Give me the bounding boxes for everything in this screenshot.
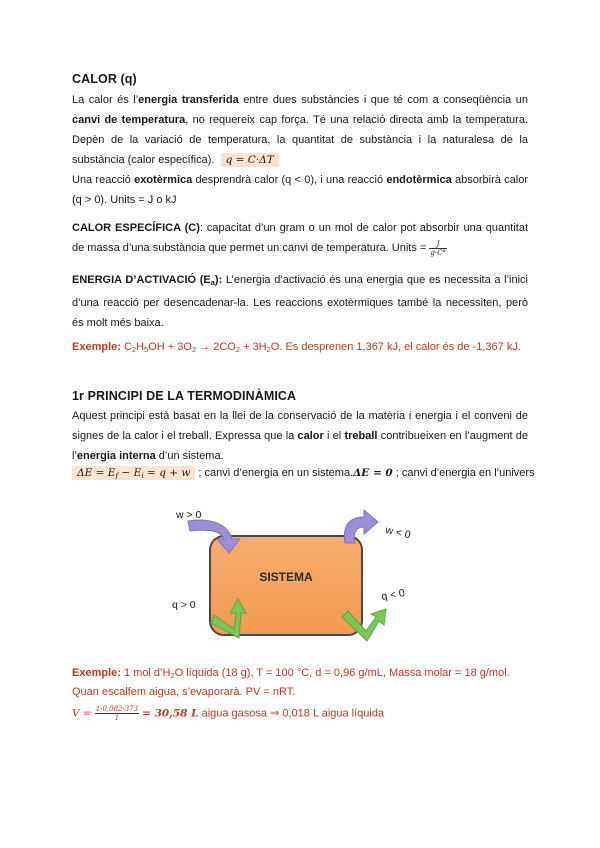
calor-reaction-paragraph (72, 170, 528, 210)
text: ): (214, 274, 223, 286)
text: La calor és l’ (72, 94, 139, 106)
subscript: 5 (144, 345, 149, 354)
text: + 3H (240, 341, 267, 353)
volume-equation (72, 705, 384, 722)
subscript: 2 (191, 345, 197, 354)
label-w-negative: w < 0 (384, 524, 412, 542)
universe-formula: ΔE = 0 (353, 467, 393, 479)
fraction-denominator: 1 (114, 714, 120, 722)
energy-equations (72, 467, 535, 480)
calor-paragraph (72, 90, 528, 170)
text: Una reacció (72, 174, 135, 186)
label-q-positive: q > 0 (172, 599, 196, 611)
label-w-positive: w > 0 (176, 509, 202, 521)
text: desprendrà calor (q < 0), i una reacció (192, 174, 387, 186)
calor-especifica-paragraph (72, 218, 528, 258)
subscript: i (141, 471, 144, 480)
fraction-numerator: 1·0,082·373 (95, 705, 139, 713)
bold-term: endotèrmica (386, 174, 452, 186)
example-water-line2: Quan escalfem aigua, s’evaporarà. PV = nRT. (72, 686, 296, 698)
example-label: Exemple: (72, 341, 121, 353)
first-law-formula (72, 466, 195, 480)
text: O. Es desprenen 1,367 kJ, el calor és de -1,367 kJ. (270, 341, 521, 353)
text: L’energia d’activació és una energia que es necessita a l’inici d’una reacció per desencadenar-la. Les reaccions exotèrmiques també la necessiten, però és molt més baixa. (72, 274, 528, 329)
bold-term: canvi de temperatura (72, 114, 186, 126)
subscript: 2 (266, 345, 271, 354)
subscript: 2 (235, 345, 241, 354)
heat-formula: q = C·ΔT (221, 153, 279, 167)
text: Aquest principi està basat en la llei de la conservació de la matèria i energia i el conveni de signes de la calor i el treball. Expressa que la (72, 410, 528, 442)
text: ΔE = E (77, 467, 116, 479)
system-label: SISTEMA (259, 570, 313, 584)
text: , no requereix cap força. Té una relació directa amb la temperatura. Depèn de la variació de temperatura, la quantitat de substància i la naturalesa de la substància (calor específica). (72, 114, 529, 166)
section-title-calor: CALOR (q) (72, 72, 137, 86)
subscript: a (210, 278, 215, 287)
text: ; canvi d’energia en un sistema. (195, 467, 354, 479)
text: : capacitat d’un gram o un mol de calor pot absorbir una quantitat de massa d’una substància que permet un canvi de temperatura. Units = (72, 222, 529, 254)
bold-term: energia interna (76, 450, 156, 462)
unit-fraction (429, 240, 447, 257)
subscript: 2 (170, 671, 175, 680)
text: → 2CO (196, 341, 236, 353)
fraction-denominator: g·C° (430, 248, 446, 257)
system-box (210, 536, 362, 635)
bold-term: treball (344, 430, 378, 442)
subscript: f (115, 471, 119, 480)
system-energy-diagram (150, 495, 450, 655)
text: C (120, 341, 132, 353)
volume-lhs: V = (72, 707, 92, 720)
text: 1 mol d’H (120, 667, 171, 679)
bold-term: exotèrmica (134, 174, 193, 186)
volume-fraction (95, 705, 139, 722)
text: i el (323, 430, 345, 442)
text: entre dues substàncies i que té com a conseqüència un (238, 94, 528, 106)
example-combustion (72, 341, 521, 354)
text: absorbirà calor (q > 0). Units = J o kJ (72, 174, 528, 206)
text: d’un sistema. (155, 450, 224, 462)
section-title-principi: 1r PRINCIPI DE LA TERMODINÀMICA (72, 389, 297, 403)
example-water (72, 667, 510, 680)
energia-activacio-paragraph (72, 270, 528, 333)
bold-term: energia transferida (138, 94, 239, 106)
text: O líquida (18 g), T = 100 °C, d = 0,96 g/mL, Massa molar = 18 g/mol. (174, 667, 510, 679)
text: = q + w (143, 467, 191, 479)
text: − E (118, 467, 142, 479)
bold-term: CALOR ESPECÍFICA (C) (72, 222, 200, 234)
subscript: 2 (131, 345, 137, 354)
text: aigua gasosa ⇒ (198, 707, 283, 720)
principi-paragraph (72, 406, 528, 466)
text: contribueixen en l’augment de l’ (72, 430, 528, 462)
text: H (136, 341, 145, 353)
bold-term: calor (297, 430, 324, 442)
label-q-negative: q < 0 (380, 587, 406, 603)
fraction-numerator: J (429, 240, 447, 249)
bold-term (72, 274, 222, 286)
example-label: Exemple: (72, 667, 121, 679)
text: 0,018 L aigua líquida (282, 707, 385, 720)
volume-result: = 30,58 L (142, 707, 199, 720)
text: OH + 3O (148, 341, 192, 353)
arrow-work-out (344, 510, 378, 543)
text: ENERGIA D’ACTIVACIÓ (E (72, 274, 211, 286)
text: ; canvi d’energia en l’univers (392, 467, 535, 479)
